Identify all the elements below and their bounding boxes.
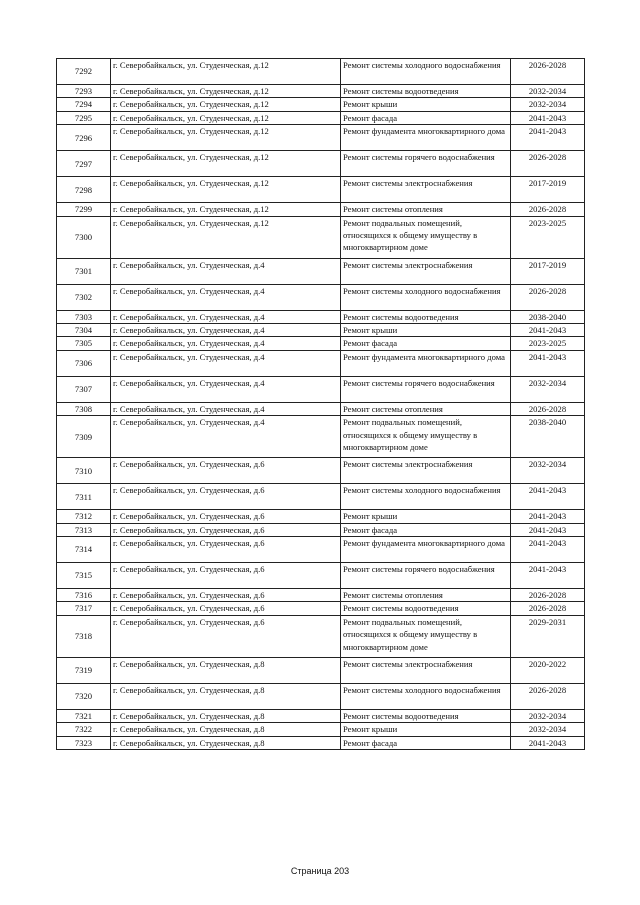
table-row <box>57 258 585 284</box>
address-cell: г. Северобайкальск, ул. Студенческая, д.12 <box>111 216 341 258</box>
row-number: 7312 <box>57 510 111 523</box>
address-cell: г. Северобайкальск, ул. Студенческая, д.6 <box>111 510 341 523</box>
row-number: 7320 <box>57 683 111 709</box>
period-cell: 2038-2040 <box>511 310 585 323</box>
address-cell: г. Северобайкальск, ул. Студенческая, д.12 <box>111 203 341 216</box>
row-number: 7323 <box>57 736 111 749</box>
table-row <box>57 310 585 323</box>
work-type-cell: Ремонт системы водоотведения <box>341 310 511 323</box>
address-cell: г. Северобайкальск, ул. Студенческая, д.12 <box>111 111 341 124</box>
work-type-cell: Ремонт системы отопления <box>341 402 511 415</box>
address-cell: г. Северобайкальск, ул. Студенческая, д.4 <box>111 284 341 310</box>
table-row <box>57 284 585 310</box>
row-number: 7292 <box>57 59 111 85</box>
row-number: 7293 <box>57 85 111 98</box>
table-row <box>57 324 585 337</box>
period-cell: 2032-2034 <box>511 98 585 111</box>
work-type-cell: Ремонт системы холодного водоснабжения <box>341 683 511 709</box>
address-cell: г. Северобайкальск, ул. Студенческая, д.6 <box>111 563 341 589</box>
period-cell: 2032-2034 <box>511 85 585 98</box>
address-cell: г. Северобайкальск, ул. Студенческая, д.4 <box>111 258 341 284</box>
work-type-cell: Ремонт системы холодного водоснабжения <box>341 59 511 85</box>
table-row <box>57 523 585 536</box>
row-number: 7296 <box>57 125 111 151</box>
work-type-cell: Ремонт системы электроснабжения <box>341 458 511 484</box>
work-type-cell: Ремонт системы горячего водоснабжения <box>341 151 511 177</box>
period-cell: 2026-2028 <box>511 402 585 415</box>
table-row <box>57 151 585 177</box>
period-cell: 2026-2028 <box>511 59 585 85</box>
address-cell: г. Северобайкальск, ул. Студенческая, д.4 <box>111 324 341 337</box>
row-number: 7294 <box>57 98 111 111</box>
period-cell: 2032-2034 <box>511 458 585 484</box>
work-type-cell: Ремонт фасада <box>341 337 511 350</box>
repair-schedule-table <box>56 58 585 750</box>
work-type-cell: Ремонт системы водоотведения <box>341 85 511 98</box>
row-number: 7319 <box>57 657 111 683</box>
address-cell: г. Северобайкальск, ул. Студенческая, д.12 <box>111 151 341 177</box>
period-cell: 2023-2025 <box>511 337 585 350</box>
work-type-cell: Ремонт фасада <box>341 523 511 536</box>
page-number: Страница 203 <box>290 866 350 876</box>
table-row <box>57 683 585 709</box>
row-number: 7317 <box>57 602 111 615</box>
table-row <box>57 376 585 402</box>
table-row <box>57 736 585 749</box>
row-number: 7308 <box>57 402 111 415</box>
work-type-cell: Ремонт фундамента многоквартирного дома <box>341 537 511 563</box>
address-cell: г. Северобайкальск, ул. Студенческая, д.12 <box>111 125 341 151</box>
table-row <box>57 458 585 484</box>
work-type-cell: Ремонт фасада <box>341 736 511 749</box>
address-cell: г. Северобайкальск, ул. Студенческая, д.8 <box>111 736 341 749</box>
work-type-cell: Ремонт фундамента многоквартирного дома <box>341 125 511 151</box>
table-row <box>57 723 585 736</box>
period-cell: 2041-2043 <box>511 350 585 376</box>
row-number: 7307 <box>57 376 111 402</box>
address-cell: г. Северобайкальск, ул. Студенческая, д.12 <box>111 85 341 98</box>
period-cell: 2041-2043 <box>511 484 585 510</box>
period-cell: 2041-2043 <box>511 324 585 337</box>
table-row <box>57 537 585 563</box>
table-row <box>57 125 585 151</box>
row-number: 7301 <box>57 258 111 284</box>
period-cell: 2020-2022 <box>511 657 585 683</box>
work-type-cell: Ремонт фасада <box>341 111 511 124</box>
period-cell: 2017-2019 <box>511 177 585 203</box>
period-cell: 2041-2043 <box>511 736 585 749</box>
work-type-cell: Ремонт системы электроснабжения <box>341 177 511 203</box>
row-number: 7306 <box>57 350 111 376</box>
period-cell: 2038-2040 <box>511 416 585 458</box>
row-number: 7316 <box>57 589 111 602</box>
period-cell: 2017-2019 <box>511 258 585 284</box>
work-type-cell: Ремонт системы водоотведения <box>341 602 511 615</box>
address-cell: г. Северобайкальск, ул. Студенческая, д.4 <box>111 376 341 402</box>
row-number: 7300 <box>57 216 111 258</box>
table-row <box>57 203 585 216</box>
period-cell: 2026-2028 <box>511 284 585 310</box>
table-row <box>57 602 585 615</box>
address-cell: г. Северобайкальск, ул. Студенческая, д.6 <box>111 537 341 563</box>
work-type-cell: Ремонт крыши <box>341 324 511 337</box>
row-number: 7299 <box>57 203 111 216</box>
work-type-cell: Ремонт системы электроснабжения <box>341 258 511 284</box>
period-cell: 2041-2043 <box>511 563 585 589</box>
table-row <box>57 216 585 258</box>
address-cell: г. Северобайкальск, ул. Студенческая, д.4 <box>111 310 341 323</box>
work-type-cell: Ремонт подвальных помещений, относящихся к общему имуществу в многоквартирном доме <box>341 615 511 657</box>
work-type-cell: Ремонт фундамента многоквартирного дома <box>341 350 511 376</box>
work-type-cell: Ремонт системы отопления <box>341 589 511 602</box>
row-number: 7309 <box>57 416 111 458</box>
address-cell: г. Северобайкальск, ул. Студенческая, д.12 <box>111 98 341 111</box>
address-cell: г. Северобайкальск, ул. Студенческая, д.8 <box>111 709 341 722</box>
work-type-cell: Ремонт подвальных помещений, относящихся к общему имуществу в многоквартирном доме <box>341 216 511 258</box>
row-number: 7304 <box>57 324 111 337</box>
row-number: 7302 <box>57 284 111 310</box>
period-cell: 2029-2031 <box>511 615 585 657</box>
address-cell: г. Северобайкальск, ул. Студенческая, д.4 <box>111 350 341 376</box>
table-row <box>57 510 585 523</box>
table-row <box>57 484 585 510</box>
period-cell: 2032-2034 <box>511 376 585 402</box>
table-row <box>57 657 585 683</box>
address-cell: г. Северобайкальск, ул. Студенческая, д.12 <box>111 59 341 85</box>
address-cell: г. Северобайкальск, ул. Студенческая, д.6 <box>111 615 341 657</box>
period-cell: 2041-2043 <box>511 537 585 563</box>
row-number: 7313 <box>57 523 111 536</box>
row-number: 7310 <box>57 458 111 484</box>
address-cell: г. Северобайкальск, ул. Студенческая, д.8 <box>111 683 341 709</box>
row-number: 7303 <box>57 310 111 323</box>
row-number: 7311 <box>57 484 111 510</box>
address-cell: г. Северобайкальск, ул. Студенческая, д.6 <box>111 602 341 615</box>
table-row <box>57 589 585 602</box>
work-type-cell: Ремонт системы холодного водоснабжения <box>341 484 511 510</box>
address-cell: г. Северобайкальск, ул. Студенческая, д.6 <box>111 589 341 602</box>
address-cell: г. Северобайкальск, ул. Студенческая, д.4 <box>111 337 341 350</box>
address-cell: г. Северобайкальск, ул. Студенческая, д.8 <box>111 657 341 683</box>
table-row <box>57 85 585 98</box>
work-type-cell: Ремонт крыши <box>341 98 511 111</box>
address-cell: г. Северобайкальск, ул. Студенческая, д.12 <box>111 177 341 203</box>
table-row <box>57 98 585 111</box>
period-cell: 2026-2028 <box>511 602 585 615</box>
period-cell: 2032-2034 <box>511 723 585 736</box>
period-cell: 2026-2028 <box>511 203 585 216</box>
table-row <box>57 563 585 589</box>
row-number: 7305 <box>57 337 111 350</box>
period-cell: 2041-2043 <box>511 510 585 523</box>
period-cell: 2023-2025 <box>511 216 585 258</box>
row-number: 7297 <box>57 151 111 177</box>
period-cell: 2026-2028 <box>511 151 585 177</box>
row-number: 7314 <box>57 537 111 563</box>
period-cell: 2026-2028 <box>511 589 585 602</box>
address-cell: г. Северобайкальск, ул. Студенческая, д.4 <box>111 402 341 415</box>
row-number: 7322 <box>57 723 111 736</box>
period-cell: 2041-2043 <box>511 111 585 124</box>
work-type-cell: Ремонт крыши <box>341 723 511 736</box>
period-cell: 2032-2034 <box>511 709 585 722</box>
row-number: 7318 <box>57 615 111 657</box>
work-type-cell: Ремонт системы горячего водоснабжения <box>341 563 511 589</box>
row-number: 7295 <box>57 111 111 124</box>
work-type-cell: Ремонт крыши <box>341 510 511 523</box>
row-number: 7321 <box>57 709 111 722</box>
table-row <box>57 337 585 350</box>
work-type-cell: Ремонт системы отопления <box>341 203 511 216</box>
address-cell: г. Северобайкальск, ул. Студенческая, д.8 <box>111 723 341 736</box>
period-cell: 2041-2043 <box>511 125 585 151</box>
table-row <box>57 177 585 203</box>
work-type-cell: Ремонт системы электроснабжения <box>341 657 511 683</box>
table-row <box>57 402 585 415</box>
table-row <box>57 416 585 458</box>
address-cell: г. Северобайкальск, ул. Студенческая, д.6 <box>111 523 341 536</box>
address-cell: г. Северобайкальск, ул. Студенческая, д.4 <box>111 416 341 458</box>
row-number: 7315 <box>57 563 111 589</box>
table-row <box>57 709 585 722</box>
table-row <box>57 59 585 85</box>
work-type-cell: Ремонт подвальных помещений, относящихся к общему имуществу в многоквартирном доме <box>341 416 511 458</box>
period-cell: 2041-2043 <box>511 523 585 536</box>
table-row <box>57 350 585 376</box>
work-type-cell: Ремонт системы водоотведения <box>341 709 511 722</box>
table-row <box>57 111 585 124</box>
period-cell: 2026-2028 <box>511 683 585 709</box>
address-cell: г. Северобайкальск, ул. Студенческая, д.6 <box>111 484 341 510</box>
row-number: 7298 <box>57 177 111 203</box>
table-row <box>57 615 585 657</box>
work-type-cell: Ремонт системы холодного водоснабжения <box>341 284 511 310</box>
table-body <box>57 59 585 750</box>
address-cell: г. Северобайкальск, ул. Студенческая, д.6 <box>111 458 341 484</box>
work-type-cell: Ремонт системы горячего водоснабжения <box>341 376 511 402</box>
